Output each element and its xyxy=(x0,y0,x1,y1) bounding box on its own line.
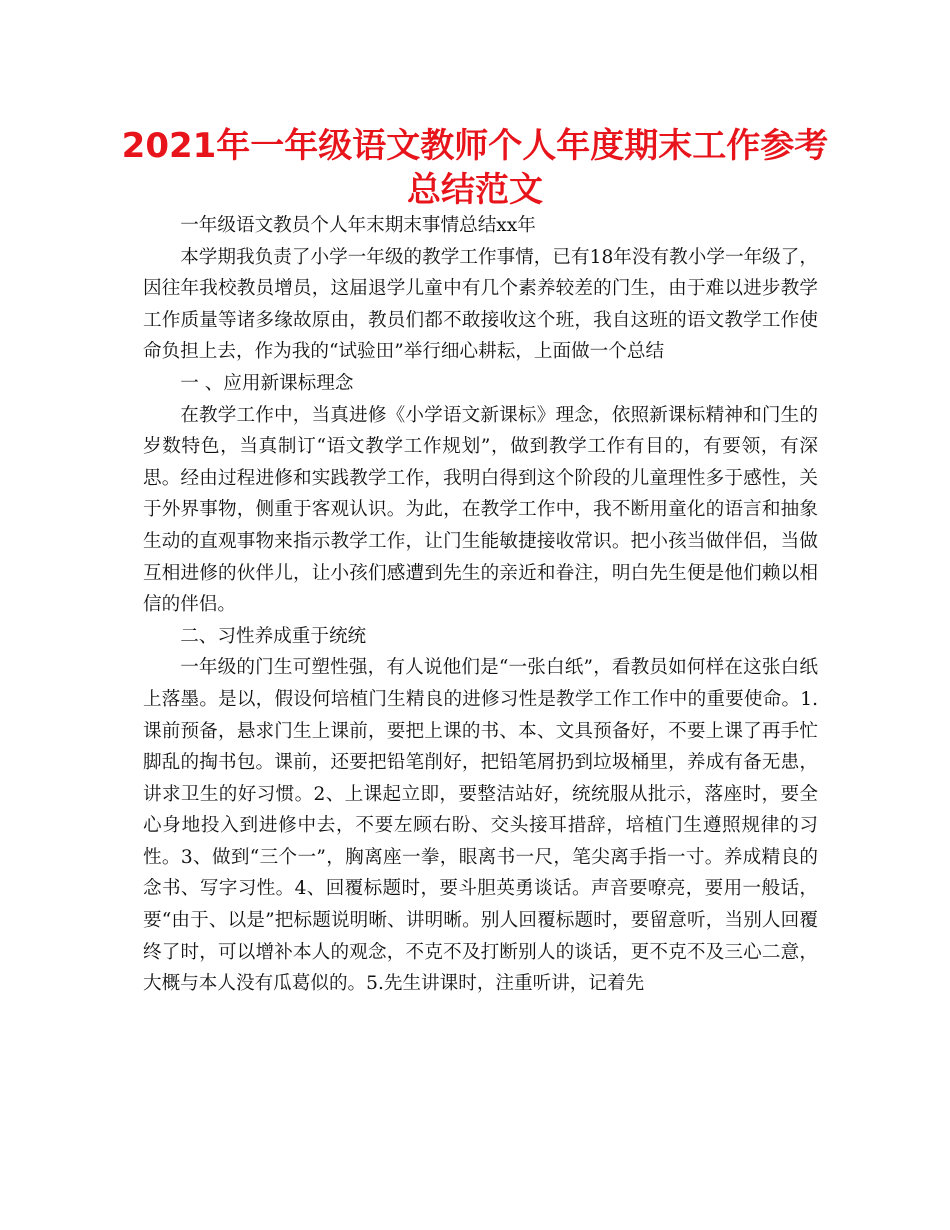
document-title-line-2: 总结范文 xyxy=(407,170,543,210)
section-heading-2: 二、习性养成重于统统 xyxy=(180,625,367,647)
document-body xyxy=(143,210,818,1000)
subtitle-paragraph: 一年级语文教员个人年末期末事情总结xx年 xyxy=(180,215,536,236)
document-title-line-1: 2021年一年级语文教师个人年度期末工作参考 xyxy=(121,126,829,166)
section-heading-1: 一 、应用新课标理念 xyxy=(180,372,354,394)
section-2-paragraph: 一年级的门生可塑性强，有人说他们是“一张白纸”，看教员如何样在这张白纸上落墨。是以，假设何培植门生精良的进修习性是教学工作工作中的重要使命。1.课前预备，悬求门生上课前，要把上课的书、本、文具预备好，不要上课了再手忙脚乱的掏书包。课前，还要把铅笔削好，把铅笔屑扔到垃圾桶里，养成有备无患，讲求卫生的好习惯。2、上课起立即，要整洁站好，统统服从批示，落座时，要全心身地投入到进修中去，不要左顾右盼、交头接耳措辞，培植门生遵照规律的习性。3、做到“三个一”，胸离座一拳，眼离书一尺，笔尖离手指一寸。养成精良的念书、写字习性。4、回覆标题时，要斗胆英勇谈话。声音要嘹亮，要用一般话，要“由于、以是”把标题说明晰、讲明晰。别人回覆标题时，要留意听，当别人回覆终了时，可以增补本人的观念，不克不及打断别人的谈话，更不克不及三心二意，大概与本人没有瓜葛似的。5.先生讲课时，注重听讲，记着先 xyxy=(143,657,818,995)
section-1-paragraph: 在教学工作中，当真进修《小学语文新课标》理念，依照新课标精神和门生的岁数特色，当真制订“语文教学工作规划”，做到教学工作有目的，有要领，有深思。经由过程进修和实践教学工作，我明白得到这个阶段的儿童理性多于感性，关于外界事物，侧重于客观认识。为此，在教学工作中，我不断用童化的语言和抽象生动的直观事物来指示教学工作，让门生能敏捷接收常识。把小孩当做伴侣，当做互相进修的伙伴儿，让小孩们感遭到先生的亲近和眷注，明白先生便是他们赖以相信的伴侣。 xyxy=(143,404,818,616)
intro-paragraph: 本学期我负责了小学一年级的教学工作事情，已有18年没有教小学一年级了，因往年我校教员增员，这届退学儿童中有几个素养较差的门生，由于难以进步教学工作质量等诸多缘故原由，教员们都不敢接收这个班，我自这班的语文教学工作使命负担上去，作为我的“试验田”举行细心耕耘，上面做一个总结 xyxy=(143,246,818,363)
